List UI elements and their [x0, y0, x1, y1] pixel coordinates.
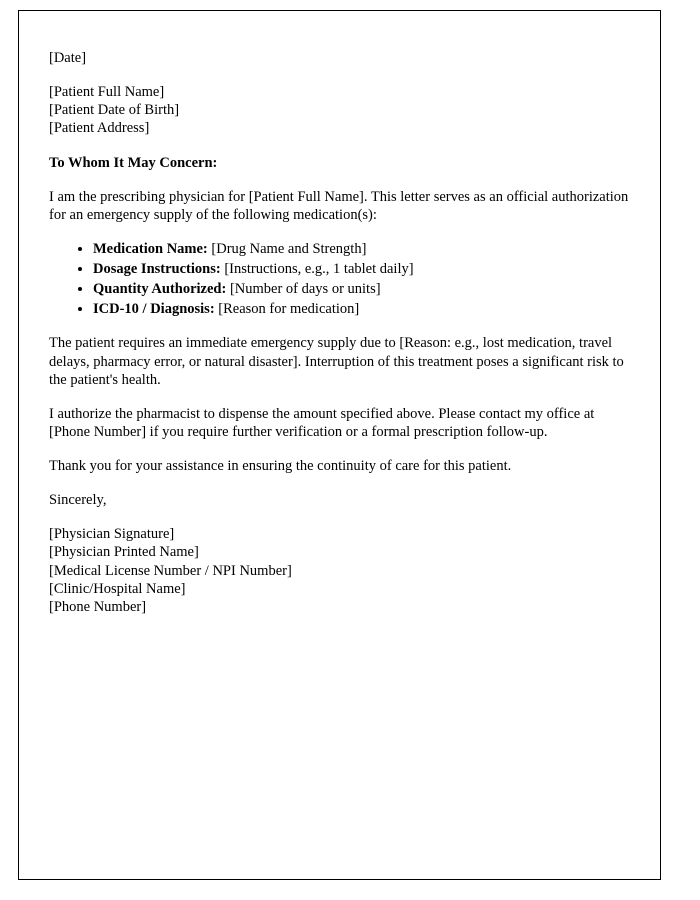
bullet-label: Medication Name:	[93, 240, 208, 257]
physician-printed-name-placeholder: [Physician Printed Name]	[49, 544, 199, 561]
body-paragraph-3: Thank you for your assistance in ensuring the continuity of care for this patient.	[49, 458, 512, 474]
patient-address-placeholder: [Patient Address]	[49, 120, 150, 137]
bullet-label: ICD-10 / Diagnosis:	[93, 301, 215, 318]
license-number-placeholder: [Medical License Number / NPI Number]	[49, 562, 292, 579]
bullet-label: Dosage Instructions:	[93, 261, 221, 277]
list-item	[93, 260, 630, 278]
salutation: To Whom It May Concern:	[49, 154, 218, 171]
body-paragraph-2: I authorize the pharmacist to dispense the amount specified above. Please contact my office at [Phone Number] if you require further verification or a formal prescription follow-up.	[49, 405, 595, 440]
bullet-label: Quantity Authorized:	[93, 281, 227, 298]
date-placeholder: [Date]	[49, 50, 87, 66]
physician-signature-placeholder: [Physician Signature]	[49, 526, 175, 543]
clinic-name-placeholder: [Clinic/Hospital Name]	[49, 580, 186, 597]
patient-name-placeholder: [Patient Full Name]	[49, 84, 165, 101]
date-line	[49, 49, 630, 67]
bullet-value: [Number of days or units]	[229, 281, 381, 298]
list-item	[93, 280, 630, 298]
bullet-value: [Reason for medication]	[218, 301, 360, 318]
letter-content	[19, 11, 660, 616]
bullet-value: [Drug Name and Strength]	[211, 240, 367, 257]
list-item	[93, 240, 630, 258]
patient-dob-placeholder: [Patient Date of Birth]	[49, 102, 180, 119]
list-item	[93, 300, 630, 318]
intro-paragraph: I am the prescribing physician for [Patient Full Name]. This letter serves as an official authorization for an emergency supply of the following medication(s):	[49, 188, 629, 223]
bullet-value: [Instructions, e.g., 1 tablet daily]	[224, 261, 414, 277]
letter-page	[18, 10, 661, 880]
closing: Sincerely,	[49, 492, 107, 509]
body-paragraph-1: The patient requires an immediate emergency supply due to [Reason: e.g., lost medication, travel delays, pharmacy error, or natural disaster]. Interruption of this treatment poses a significant risk to the patient's health.	[49, 335, 624, 388]
phone-number-placeholder: [Phone Number]	[49, 598, 147, 615]
medication-list	[49, 240, 630, 319]
recipient-block	[49, 83, 630, 137]
signature-block	[49, 525, 630, 616]
